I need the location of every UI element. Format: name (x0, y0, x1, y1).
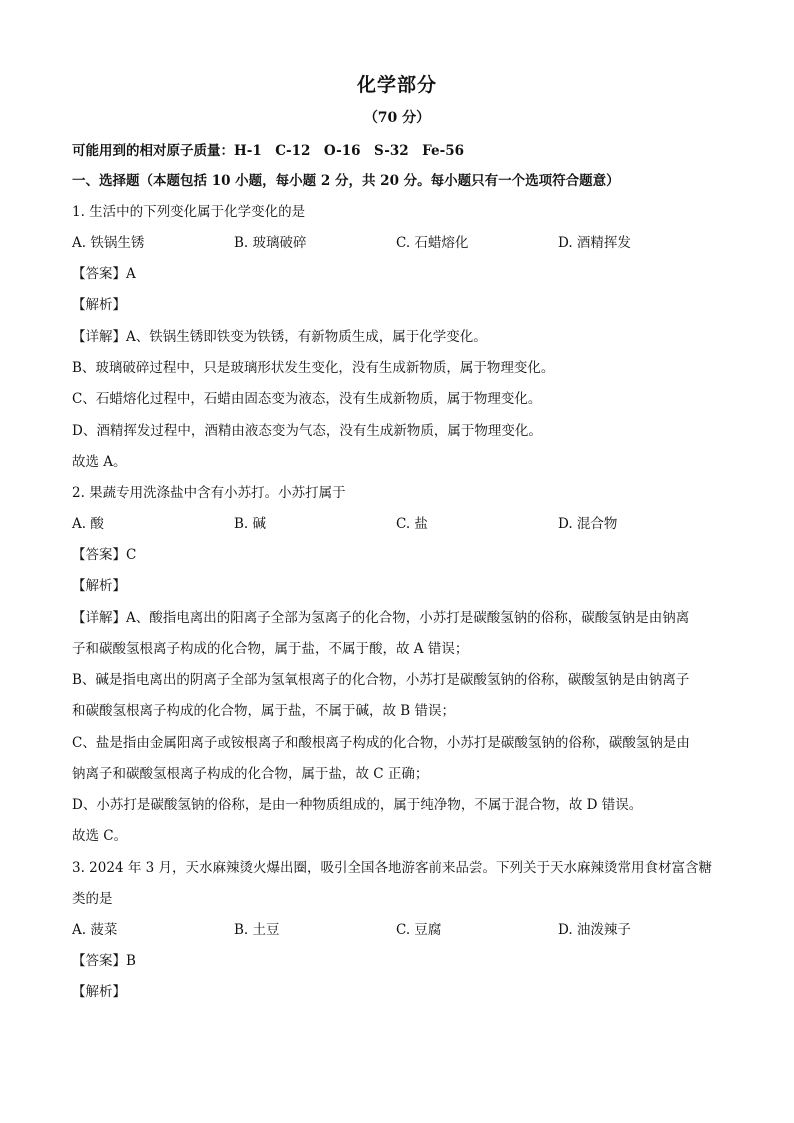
total-score: （70 分） (363, 110, 431, 126)
q1-stem: 1. 生活中的下列变化属于化学变化的是 (72, 204, 306, 220)
q3-options (72, 920, 732, 940)
q2-answer: 【答案】C (72, 547, 137, 563)
q1-detail-line: B、玻璃破碎过程中，只是玻璃形状发生变化，没有生成新物质，属于物理变化。 (72, 360, 555, 376)
q2-detail-line: 子和碳酸氢根离子构成的化合物，属于盐，不属于酸，故 A 错误； (72, 641, 469, 657)
q3-answer: 【答案】B (72, 953, 136, 969)
q2-option-d: D. 混合物 (558, 516, 618, 532)
q1-detail-line: C、石蜡熔化过程中，石蜡由固态变为液态，没有生成新物质，属于物理变化。 (72, 391, 542, 407)
q3-stem-line: 类的是 (72, 891, 113, 907)
q2-detail-line: B、碱是指电离出的阴离子全部为氢氧根离子的化合物，小苏打是碳酸氢钠的俗称，碳酸氢钠是由钠离子 (72, 672, 690, 688)
q2-option-a: A. 酸 (72, 516, 104, 532)
q2-detail-line: 【详解】A、酸指电离出的阳离子全部为氢离子的化合物，小苏打是碳酸氢钠的俗称，碳酸氢钠是由钠离 (72, 610, 690, 626)
q2-detail-line: D、小苏打是碳酸氢钠的俗称，是由一种物质组成的，属于纯净物，不属于混合物，故 D 错误。 (72, 797, 643, 813)
q1-answer: 【答案】A (72, 266, 136, 282)
atomic-mass-note: 可能用到的相对原子质量：H-1 C-12 O-16 S-32 Fe-56 (72, 143, 464, 159)
q1-analysis-label: 【解析】 (72, 297, 126, 313)
q1-option-d: D. 酒精挥发 (558, 235, 631, 251)
q1-conclusion: 故选 A。 (72, 454, 127, 470)
q1-options (72, 233, 732, 253)
q1-option-b: B. 玻璃破碎 (234, 235, 307, 251)
q2-option-c: C. 盐 (396, 516, 428, 532)
q2-option-b: B. 碱 (234, 516, 267, 532)
page-title: 化学部分 (356, 74, 437, 96)
q2-detail-line: 和碳酸氢根离子构成的化合物，属于盐，不属于碱，故 B 错误； (72, 703, 456, 719)
q3-option-d: D. 油泼辣子 (558, 922, 631, 938)
q2-stem: 2. 果蔬专用洗涤盐中含有小苏打。小苏打属于 (72, 485, 346, 501)
q2-conclusion: 故选 C。 (72, 828, 128, 844)
q1-option-a: A. 铁锅生锈 (72, 235, 145, 251)
q1-option-c: C. 石蜡熔化 (396, 235, 469, 251)
q3-option-a: A. 菠菜 (72, 922, 118, 938)
q3-option-c: C. 豆腐 (396, 922, 442, 938)
q3-stem-line: 3. 2024 年 3 月，天水麻辣烫火爆出圈，吸引全国各地游客前来品尝。下列关于天水麻辣烫常用食材富含糖 (72, 860, 712, 876)
q1-detail-line: 【详解】A、铁锅生锈即铁变为铁锈，有新物质生成，属于化学变化。 (72, 329, 487, 345)
q2-analysis-label: 【解析】 (72, 578, 126, 594)
q2-detail-line: C、盐是指由金属阳离子或铵根离子和酸根离子构成的化合物，小苏打是碳酸氢钠的俗称，碳酸氢钠是由 (72, 735, 690, 751)
q3-option-b: B. 土豆 (234, 922, 280, 938)
q3-analysis-label: 【解析】 (72, 984, 126, 1000)
section-heading: 一、选择题（本题包括 10 小题，每小题 2 分，共 20 分。每小题只有一个选项符合题意） (72, 173, 620, 189)
q1-detail-line: D、酒精挥发过程中，酒精由液态变为气态，没有生成新物质，属于物理变化。 (72, 423, 542, 439)
q2-options (72, 514, 732, 534)
q2-detail-line: 钠离子和碳酸氢根离子构成的化合物，属于盐，故 C 正确； (72, 766, 429, 782)
